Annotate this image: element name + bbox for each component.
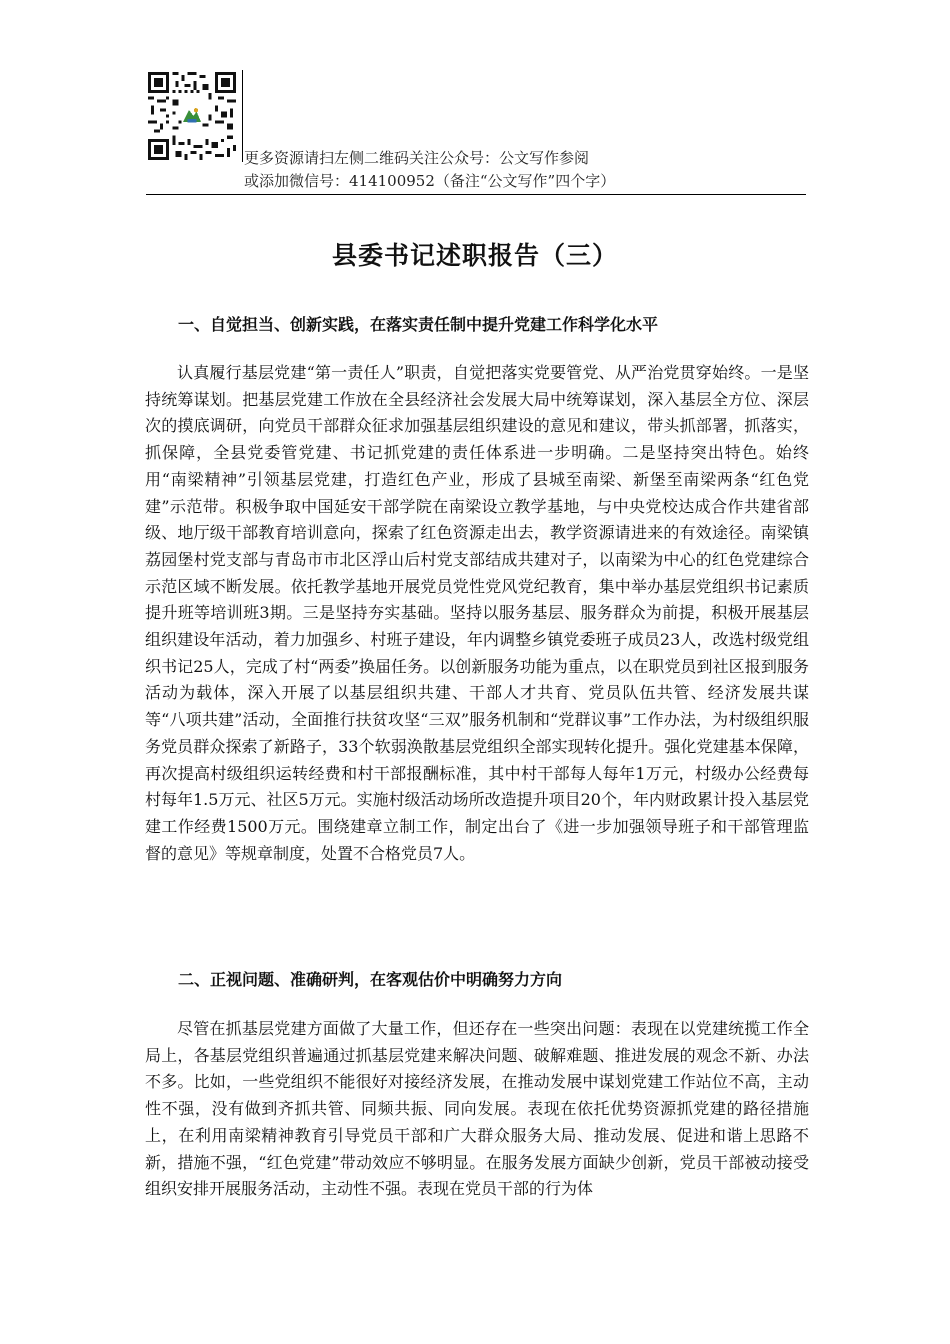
header-vertical-rule — [242, 70, 243, 162]
header-line-1: 更多资源请扫左侧二维码关注公众号：公文写作参阅 — [244, 149, 590, 167]
section-heading-2: 二、正视问题、准确研判，在客观估价中明确努力方向 — [178, 970, 563, 989]
header-horizontal-rule — [146, 194, 806, 195]
page-header — [146, 70, 806, 196]
header-caption — [244, 147, 615, 193]
header-line-2: 或添加微信号：414100952（备注“公文写作”四个字） — [244, 172, 616, 190]
section-body-1: 认真履行基层党建“第一责任人”职责，自觉把落实党要管党、从严治党贯穿始终。一是坚持统筹谋划。把基层党建工作放在全县经济社会发展大局中统筹谋划，深入基层全方位、深层次的摸底调研，向党员干部群众征求加强基层组织建设的意见和建议，带头抓部署，抓落实，抓保障，全县党委管党建、书记抓党建的责任体系进一步明确。二是坚持突出特色。始终用“南梁精神”引领基层党建，打造红色产业，形成了县城至南梁、新堡至南梁两条“红色党建”示范带。积极争取中国延安干部学院在南梁设立教学基地，与中央党校达成合作共建省部级、地厅级干部教育培训意向，探索了红色资源走出去，教学资源请进来的有效途径。南梁镇荔园堡村党支部与青岛市市北区浮山后村党支部结成共建对子，以南梁为中心的红色党建综合示范区域不断发展。依托教学基地开展党员党性党风党纪教育，集中举办基层党组织书记素质提升班等培训班3期。三是坚持夯实基础。坚持以服务基层、服务群众为前提，积极开展基层组织建设年活动，着力加强乡、村班子建设，年内调整乡镇党委班子成员23人，改选村级党组织书记25人，完成了村“两委”换届任务。以创新服务功能为重点，以在职党员到社区报到服务活动为载体，深入开展了以基层组织共建、干部人才共育、党员队伍共管、经济发展共谋等“八项共建”活动，全面推行扶贫攻坚“三双”服务机制和“党群议事”工作办法，为村级组织服务党员群众探索了新路子，33个软弱涣散基层党组织全部实现转化提升。强化党建基本保障，再次提高村级组织运转经费和村干部报酬标准，其中村干部每人每年1万元，村级办公经费每村每年1.5万元、社区5万元。实施村级活动场所改造提升项目20个，年内财政累计投入基层党建工作经费1500万元。围绕建章立制工作，制定出台了《进一步加强领导班子和干部管理监督的意见》等规章制度，处置不合格党员7人。 — [145, 363, 809, 863]
qr-code-icon[interactable] — [148, 72, 236, 160]
document-title: 县委书记述职报告（三） — [331, 241, 618, 270]
section-heading-1: 一、自觉担当、创新实践，在落实责任制中提升党建工作科学化水平 — [178, 315, 659, 334]
section-body-2: 尽管在抓基层党建方面做了大量工作，但还存在一些突出问题：表现在以党建统揽工作全局上，各基层党组织普遍通过抓基层党建来解决问题、破解难题、推进发展的观念不新、办法不多。比如，一些党组织不能很好对接经济发展，在推动发展中谋划党建工作站位不高，主动性不强，没有做到齐抓共管、同频共振、同向发展。表现在依托优势资源抓党建的路径措施上，在利用南梁精神教育引导党员干部和广大群众服务大局、推动发展、促进和谐上思路不新，措施不强，“红色党建”带动效应不够明显。在服务发展方面缺少创新，党员干部被动接受组织安排开展服务活动，主动性不强。表现在党员干部的行为体 — [145, 1019, 809, 1199]
